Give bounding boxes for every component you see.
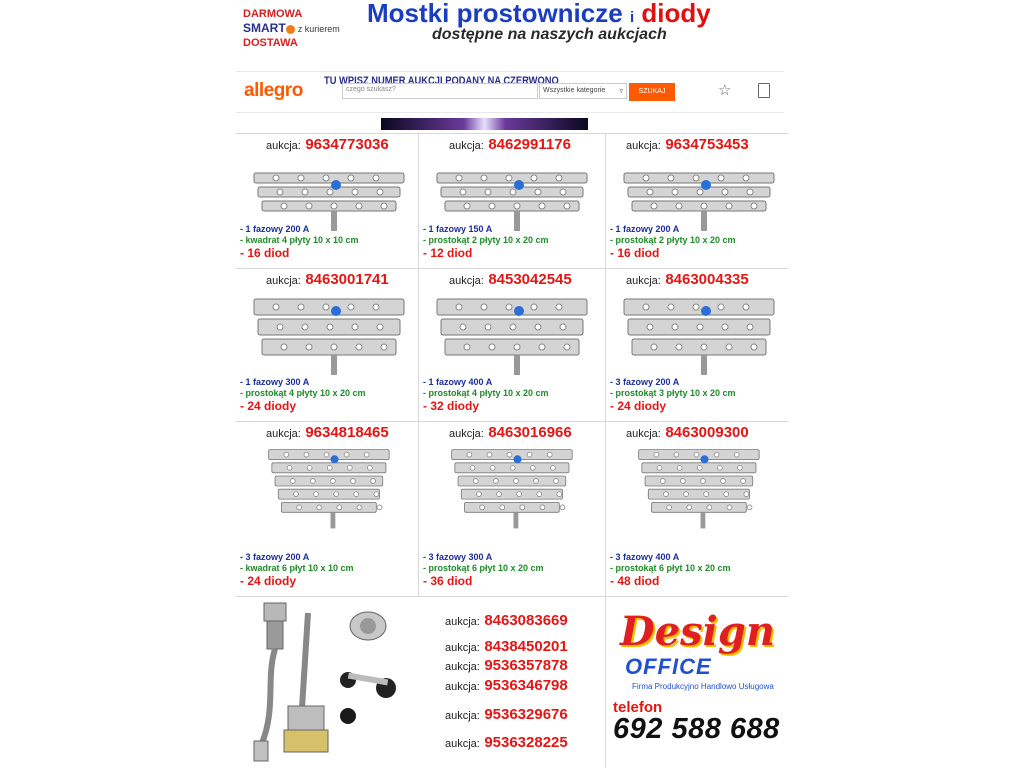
press-pack-diode: [350, 612, 386, 640]
company-tagline: Firma Produkcyjno Handlowo Usługowa: [632, 682, 774, 691]
phase-rating: - 1 fazowy 200 A: [240, 224, 310, 234]
auction-label: aukcja:: [266, 428, 301, 440]
auction-label: aukcja:: [445, 737, 480, 750]
rectifier-bridge-photo: [236, 440, 421, 530]
promo-line1: DARMOWA: [243, 8, 303, 20]
auction-id[interactable]: 8463001741: [305, 271, 389, 288]
plate-config: - prostokąt 3 płyty 10 x 20 cm: [610, 388, 736, 398]
auction-id[interactable]: 8453042545: [488, 271, 572, 288]
diode-auction-row: [445, 677, 568, 697]
rectifier-bridge-photo: [419, 287, 604, 377]
auction-label: aukcja:: [626, 140, 661, 152]
phase-rating: - 3 fazowy 200 A: [610, 377, 680, 387]
plate-config: - kwadrat 4 płyty 10 x 10 cm: [240, 235, 359, 245]
auction-label: aukcja:: [445, 616, 480, 628]
rectifier-bridge-photo: [236, 287, 421, 377]
phone-number: 692 588 688: [613, 713, 780, 745]
auction-label: aukcja:: [445, 710, 480, 722]
plate-config: - prostokąt 4 płyty 10 x 20 cm: [423, 388, 549, 398]
diodes-photo: [236, 598, 404, 766]
rectifier-bridge-photo: [606, 287, 791, 377]
diode-auction-row: [445, 657, 568, 677]
auction-label: aukcja:: [449, 428, 484, 440]
stud-diode-left: [254, 603, 286, 761]
auction-id[interactable]: 8463009300: [665, 424, 749, 441]
phase-rating: - 3 fazowy 200 A: [240, 552, 310, 562]
auction-id[interactable]: 9536357878: [484, 657, 568, 674]
chevron-down-icon: ▿: [619, 88, 623, 95]
promo-line3: DOSTAWA: [243, 37, 298, 49]
disc-diodes: [340, 672, 396, 724]
allegro-logo: allegro: [244, 80, 303, 101]
auction-id[interactable]: 9634773036: [305, 136, 389, 153]
search-button[interactable]: SZUKAJ: [629, 83, 675, 101]
auction-label: aukcja:: [445, 680, 480, 693]
product-specs: [240, 552, 354, 588]
auction-label: aukcja:: [449, 140, 484, 152]
diode-auction-row: [445, 612, 568, 632]
phase-rating: - 1 fazowy 200 A: [610, 224, 680, 234]
product-cell: [606, 134, 791, 268]
auction-label: aukcja:: [445, 641, 480, 654]
diode-count: - 12 diod: [423, 246, 473, 260]
diode-auction-row: [445, 706, 568, 726]
plate-config: - prostokąt 2 płyty 10 x 20 cm: [610, 235, 736, 245]
auction-label: aukcja:: [626, 428, 661, 440]
courier-label: z kurierem: [297, 24, 340, 34]
star-icon[interactable]: ☆: [718, 82, 732, 99]
plate-config: - prostokąt 6 płyt 10 x 20 cm: [610, 563, 731, 573]
auction-id[interactable]: 9536346798: [484, 676, 568, 694]
phase-rating: - 3 fazowy 300 A: [423, 552, 493, 562]
decorative-banner-strip: [381, 118, 588, 130]
phase-rating: - 1 fazowy 300 A: [240, 377, 310, 387]
diode-auction-row: [445, 638, 568, 658]
product-specs: [240, 377, 366, 413]
phone-label: telefon: [613, 699, 663, 716]
design-logo: Design: [620, 608, 775, 655]
product-cell: [606, 422, 791, 596]
product-cell: [419, 422, 604, 596]
product-specs: [423, 552, 544, 588]
plate-config: - kwadrat 6 płyt 10 x 10 cm: [240, 563, 354, 573]
auction-label: aukcja:: [445, 661, 480, 673]
smart-icon: [286, 25, 295, 34]
category-label: Wszystkie kategorie: [543, 87, 606, 94]
auction-id[interactable]: 8462991176: [488, 136, 571, 153]
phase-rating: - 1 fazowy 400 A: [423, 377, 493, 387]
search-instruction: TU WPISZ NUMER AUKCJI PODANY NA CZERWONO: [324, 75, 559, 87]
auction-id[interactable]: 8463083669: [484, 612, 568, 629]
office-logo: OFFICE: [625, 654, 712, 679]
product-cell: [236, 422, 421, 596]
product-specs: [610, 552, 731, 588]
diode-count: - 24 diody: [240, 574, 297, 588]
product-cell: [236, 269, 421, 421]
plate-config: - prostokąt 4 płyty 10 x 20 cm: [240, 388, 366, 398]
allegro-search-bar: [236, 71, 784, 113]
diode-count: - 16 diod: [610, 246, 660, 260]
title-part-b: diody: [641, 0, 711, 28]
auction-label: aukcja:: [626, 275, 661, 287]
page-subtitle: dostępne na naszych aukcjach: [432, 26, 667, 43]
diode-count: - 48 diod: [610, 574, 660, 588]
product-cell: [419, 269, 604, 421]
auction-label: aukcja:: [266, 275, 301, 287]
rectifier-bridge-photo: [606, 440, 791, 530]
product-cell: [236, 134, 421, 268]
shopping-bag-icon[interactable]: [758, 83, 770, 98]
category-select[interactable]: [539, 83, 627, 99]
diode-count: - 36 diod: [423, 574, 473, 588]
auction-label: aukcja:: [449, 275, 484, 287]
phase-rating: - 1 fazowy 150 A: [423, 224, 493, 234]
auction-id[interactable]: 8438450201: [484, 637, 568, 655]
rectifier-bridge-photo: [419, 440, 604, 530]
free-delivery-promo: [243, 7, 340, 50]
product-specs: [240, 224, 359, 260]
auction-id[interactable]: 9634753453: [665, 136, 749, 153]
phase-rating: - 3 fazowy 400 A: [610, 552, 680, 562]
diode-count: - 24 diody: [610, 399, 667, 413]
auction-label: aukcja:: [266, 140, 301, 152]
title-connector: i: [629, 9, 635, 26]
auction-id[interactable]: 8463016966: [488, 424, 572, 441]
page-title: [367, 0, 711, 29]
grid-divider: [236, 596, 788, 597]
plate-config: - prostokąt 6 płyt 10 x 20 cm: [423, 563, 544, 573]
product-cell: [606, 269, 791, 421]
product-specs: [610, 224, 736, 260]
auction-id[interactable]: 9536328225: [484, 733, 568, 751]
product-specs: [423, 224, 549, 260]
product-specs: [610, 377, 736, 413]
product-specs: [423, 377, 549, 413]
diode-auction-row: [445, 734, 568, 754]
stud-diode-center: [284, 613, 328, 752]
diode-count: - 32 diody: [423, 399, 480, 413]
diode-auction-list: [445, 612, 568, 753]
auction-id[interactable]: 9536329676: [484, 706, 568, 723]
search-input[interactable]: czego szukasz?: [342, 83, 538, 99]
diode-count: - 24 diody: [240, 399, 297, 413]
plate-config: - prostokąt 2 płyty 10 x 20 cm: [423, 235, 549, 245]
smart-label: SMART: [243, 21, 286, 35]
auction-id[interactable]: 8463004335: [665, 271, 749, 288]
diode-count: - 16 diod: [240, 246, 290, 260]
auction-id[interactable]: 9634818465: [305, 424, 389, 441]
title-part-a: Mostki prostownicze: [367, 0, 623, 28]
product-cell: [419, 134, 604, 268]
